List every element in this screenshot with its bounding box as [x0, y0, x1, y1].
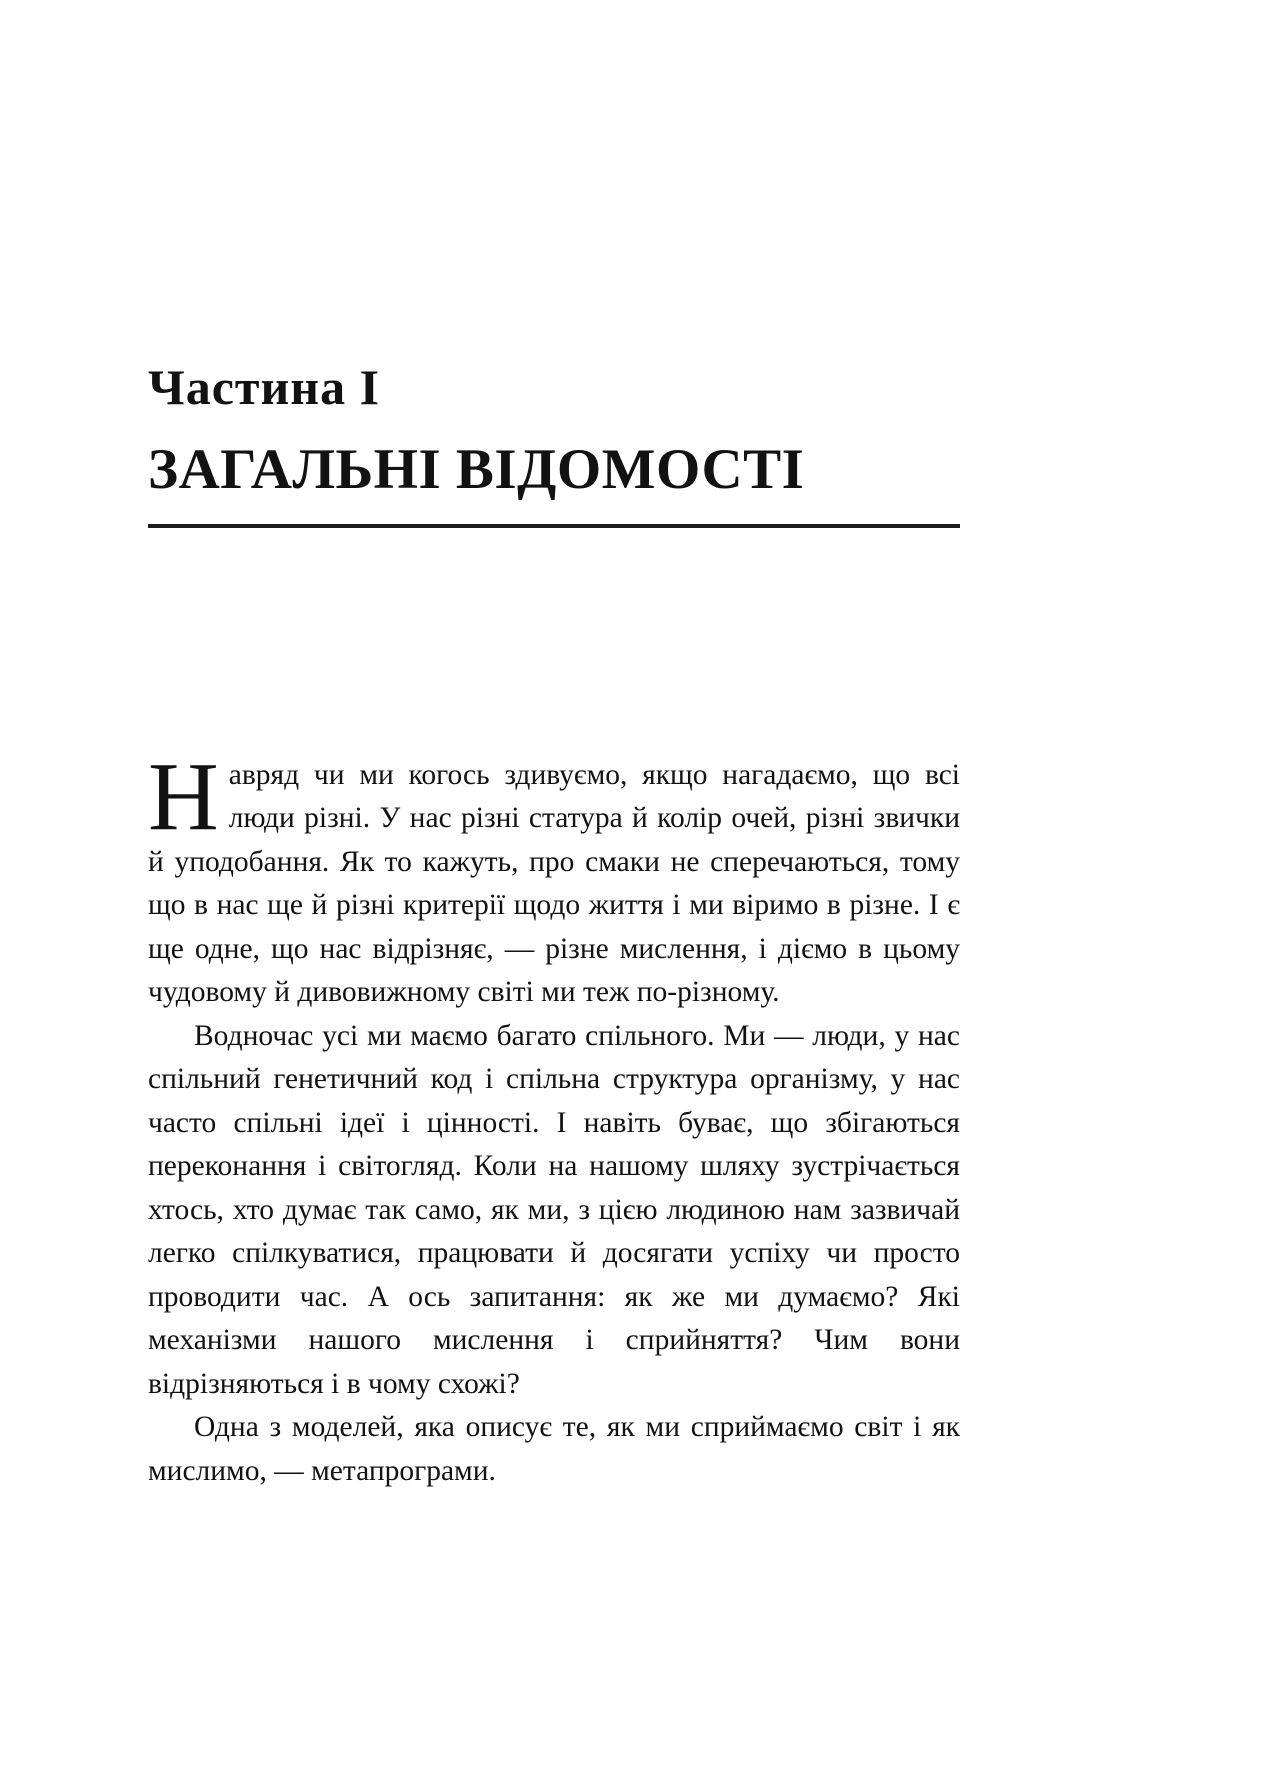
paragraph-third: Одна з моделей, яка описує те, як ми сприймаємо світ і як мислимо, — метапрограми.: [148, 1411, 960, 1487]
part-title: ЗАГАЛЬНІ ВІДОМОСТІ: [148, 438, 805, 501]
header-rule: [148, 524, 960, 528]
paragraph-first-text: авряд чи ми когось здивуємо, якщо нагадаємо, що всі люди різні. У нас різні статура й колір очей, різні звички й уподобання. Як то кажуть, про смаки не сперечаються, тому що в нас ще й різні критерії щодо життя і ми віримо в різне. І є ще одне, що нас відрізняє, — різне мислення, і діємо в цьому чудовому й дивовижному світі ми теж по-різному.: [148, 758, 960, 1009]
chapter-header: [148, 360, 960, 528]
body-text: [148, 742, 960, 1494]
paragraph-first: [148, 742, 960, 1015]
book-page: [148, 0, 960, 1772]
paragraph-second: Водночас усі ми маємо багато спільного. Ми — люди, у нас спільний генетичний код і спільна структура організму, у нас часто спільні ідеї і цінності. І навіть буває, що збігаються переконання і світогляд. Коли на нашому шляху зустрічається хтось, хто думає так само, як ми, з цією людиною нам зазвичай легко спілкуватися, працювати й досягати успіху чи просто проводити час. А ось запитання: як же ми думаємо? Які механізми нашого мислення і сприйняття? Чим вони відрізняються і в чому схожі?: [148, 1019, 960, 1400]
dropcap-letter: Н: [148, 742, 219, 851]
part-label: Частина I: [148, 359, 381, 415]
